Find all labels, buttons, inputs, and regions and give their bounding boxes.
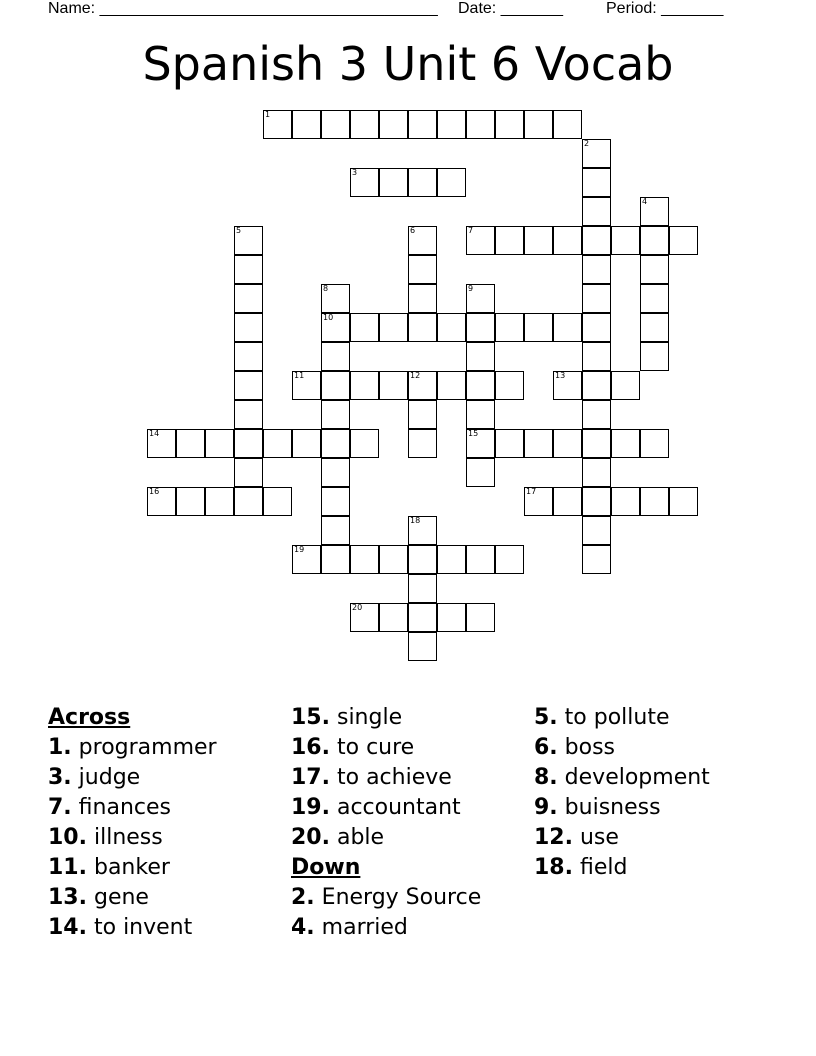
clue-item-text: banker: [93, 855, 170, 880]
crossword-cell[interactable]: [582, 255, 611, 284]
crossword-cell[interactable]: [582, 197, 611, 226]
crossword-cell[interactable]: [292, 545, 321, 574]
clue-item-text: judge: [78, 765, 141, 790]
crossword-cell[interactable]: [437, 603, 466, 632]
clue-item-number: 8.: [534, 765, 558, 790]
crossword-cell[interactable]: [234, 313, 263, 342]
clue-item: [291, 703, 541, 733]
clue-number: 13: [555, 371, 566, 380]
crossword-cell[interactable]: [408, 516, 437, 545]
crossword-cell[interactable]: [495, 371, 524, 400]
crossword-cell[interactable]: [466, 400, 495, 429]
page-title: Spanish 3 Unit 6 Vocab: [142, 37, 674, 91]
crossword-cell[interactable]: [234, 342, 263, 371]
crossword-cell[interactable]: [640, 342, 669, 371]
clue-item-text: use: [579, 825, 619, 850]
crossword-cell[interactable]: [234, 458, 263, 487]
clue-item: [534, 823, 784, 853]
clue-item-text: to invent: [93, 915, 193, 940]
crossword-cell[interactable]: [408, 545, 437, 574]
clue-item: [534, 793, 784, 823]
clue-item-text: field: [579, 855, 628, 880]
clue-item-text: buisness: [564, 795, 661, 820]
crossword-cell[interactable]: [611, 371, 640, 400]
clue-item-text: able: [336, 825, 385, 850]
crossword-cell[interactable]: [205, 429, 234, 458]
crossword-cell[interactable]: [640, 226, 669, 255]
crossword-cell[interactable]: [321, 400, 350, 429]
clue-item: [534, 853, 784, 883]
crossword-cell[interactable]: [379, 168, 408, 197]
clue-item-text: finances: [78, 795, 171, 820]
crossword-cell[interactable]: [263, 110, 292, 139]
across-heading: Across: [48, 705, 131, 730]
crossword-cell[interactable]: [495, 545, 524, 574]
clue-item: [48, 733, 298, 763]
clue-item-text: to pollute: [564, 705, 670, 730]
crossword-cell[interactable]: [669, 487, 698, 516]
crossword-cell[interactable]: [466, 603, 495, 632]
crossword-cell[interactable]: [582, 487, 611, 516]
crossword-cell[interactable]: [524, 429, 553, 458]
crossword-cell[interactable]: [408, 168, 437, 197]
clue-column-2: [291, 703, 541, 943]
crossword-cell[interactable]: [408, 429, 437, 458]
clue-number: 15: [468, 429, 479, 438]
crossword-cell[interactable]: [408, 255, 437, 284]
crossword-cell[interactable]: [582, 458, 611, 487]
crossword-cell[interactable]: [350, 429, 379, 458]
clue-item-number: 6.: [534, 735, 558, 760]
clue-number: 8: [323, 284, 329, 293]
crossword-cell[interactable]: [408, 226, 437, 255]
crossword-cell[interactable]: [611, 487, 640, 516]
clue-number: 11: [294, 371, 305, 380]
clue-item: [48, 793, 298, 823]
crossword-cell[interactable]: [495, 110, 524, 139]
clue-number: 7: [468, 226, 474, 235]
clue-number: 20: [352, 603, 363, 612]
crossword-cell[interactable]: [582, 545, 611, 574]
crossword-cell[interactable]: [350, 371, 379, 400]
crossword-cell[interactable]: [640, 313, 669, 342]
clue-number: 16: [149, 487, 160, 496]
crossword-cell[interactable]: [379, 603, 408, 632]
crossword-cell[interactable]: [553, 429, 582, 458]
clue-item-number: 9.: [534, 795, 558, 820]
crossword-cell[interactable]: [292, 429, 321, 458]
clue-item-text: programmer: [78, 735, 217, 760]
clue-item-number: 16.: [291, 735, 330, 760]
crossword-cell[interactable]: [234, 487, 263, 516]
crossword-cell[interactable]: [321, 516, 350, 545]
crossword-cell[interactable]: [408, 632, 437, 661]
crossword-cell[interactable]: [408, 284, 437, 313]
clue-item-text: development: [564, 765, 710, 790]
crossword-cell[interactable]: [408, 603, 437, 632]
crossword-cell[interactable]: [379, 313, 408, 342]
clue-item-number: 15.: [291, 705, 330, 730]
crossword-cell[interactable]: [379, 110, 408, 139]
crossword-cell[interactable]: [437, 545, 466, 574]
clue-item-number: 20.: [291, 825, 330, 850]
clue-item-number: 19.: [291, 795, 330, 820]
crossword-cell[interactable]: [350, 168, 379, 197]
clue-item: [534, 763, 784, 793]
crossword-cell[interactable]: [466, 313, 495, 342]
crossword-cell[interactable]: [234, 400, 263, 429]
clue-item-text: to achieve: [336, 765, 452, 790]
clue-number: 3: [352, 168, 358, 177]
crossword-cell[interactable]: [205, 487, 234, 516]
crossword-cell[interactable]: [350, 110, 379, 139]
crossword-cell[interactable]: [234, 226, 263, 255]
clue-number: 4: [642, 197, 648, 206]
crossword-cell[interactable]: [263, 487, 292, 516]
crossword-cell[interactable]: [176, 429, 205, 458]
crossword-cell[interactable]: [640, 197, 669, 226]
crossword-cell[interactable]: [321, 487, 350, 516]
crossword-cell[interactable]: [466, 110, 495, 139]
clue-number: 14: [149, 429, 160, 438]
clue-item-number: 18.: [534, 855, 573, 880]
clue-item-number: 11.: [48, 855, 87, 880]
crossword-cell[interactable]: [292, 371, 321, 400]
crossword-cell[interactable]: [234, 255, 263, 284]
clue-item-number: 5.: [534, 705, 558, 730]
crossword-cell[interactable]: [553, 110, 582, 139]
clue-number: 6: [410, 226, 416, 235]
clue-item: [291, 823, 541, 853]
clue-item-text: accountant: [336, 795, 461, 820]
clue-item: [291, 913, 541, 943]
clue-item-number: 1.: [48, 735, 72, 760]
crossword-cell[interactable]: [495, 429, 524, 458]
crossword-cell[interactable]: [611, 429, 640, 458]
crossword-cell[interactable]: [321, 284, 350, 313]
crossword-cell[interactable]: [582, 168, 611, 197]
crossword-cell[interactable]: [611, 226, 640, 255]
crossword-cell[interactable]: [147, 429, 176, 458]
clue-item-text: single: [336, 705, 403, 730]
crossword-cell[interactable]: [408, 313, 437, 342]
crossword-cell[interactable]: [350, 313, 379, 342]
crossword-cell[interactable]: [408, 574, 437, 603]
crossword-cell[interactable]: [379, 545, 408, 574]
clue-number: 18: [410, 516, 421, 525]
clue-item-number: 4.: [291, 915, 315, 940]
crossword-cell[interactable]: [582, 226, 611, 255]
crossword-cell[interactable]: [234, 429, 263, 458]
crossword-cell[interactable]: [321, 545, 350, 574]
crossword-cell[interactable]: [640, 255, 669, 284]
crossword-cell[interactable]: [466, 371, 495, 400]
crossword-cell[interactable]: [408, 400, 437, 429]
crossword-cell[interactable]: [640, 429, 669, 458]
clue-item: [291, 733, 541, 763]
clue-item-text: married: [321, 915, 408, 940]
clue-item-number: 12.: [534, 825, 573, 850]
crossword-cell[interactable]: [408, 371, 437, 400]
crossword-cell[interactable]: [292, 110, 321, 139]
crossword-cell[interactable]: [466, 284, 495, 313]
clue-item: [48, 883, 298, 913]
crossword-cell[interactable]: [176, 487, 205, 516]
crossword-cell[interactable]: [437, 110, 466, 139]
crossword-cell[interactable]: [263, 429, 292, 458]
period-field[interactable]: Period: _______: [606, 0, 724, 17]
crossword-cell[interactable]: [437, 371, 466, 400]
clue-item-number: 10.: [48, 825, 87, 850]
crossword-cell[interactable]: [582, 313, 611, 342]
clue-number: 9: [468, 284, 474, 293]
crossword-cell[interactable]: [553, 313, 582, 342]
clue-item: [48, 853, 298, 883]
clue-item: [291, 793, 541, 823]
clue-item-number: 14.: [48, 915, 87, 940]
clue-number: 5: [236, 226, 242, 235]
clue-item: [48, 823, 298, 853]
crossword-cell[interactable]: [466, 429, 495, 458]
crossword-cell[interactable]: [321, 342, 350, 371]
clue-number: 10: [323, 313, 334, 322]
clue-item-number: 13.: [48, 885, 87, 910]
clue-item-number: 7.: [48, 795, 72, 820]
clue-item-number: 2.: [291, 885, 315, 910]
crossword-cell[interactable]: [466, 545, 495, 574]
clue-item: [534, 733, 784, 763]
crossword-cell[interactable]: [582, 139, 611, 168]
date-field[interactable]: Date: _______: [458, 0, 563, 17]
crossword-cell[interactable]: [582, 284, 611, 313]
crossword-cell[interactable]: [321, 458, 350, 487]
crossword-cell[interactable]: [321, 110, 350, 139]
crossword-cell[interactable]: [582, 429, 611, 458]
crossword-cell[interactable]: [234, 284, 263, 313]
clue-number: 19: [294, 545, 305, 554]
clue-item-text: Energy Source: [321, 885, 482, 910]
crossword-cell[interactable]: [553, 226, 582, 255]
crossword-cell[interactable]: [640, 487, 669, 516]
crossword-cell[interactable]: [437, 168, 466, 197]
clue-item-text: to cure: [336, 735, 415, 760]
crossword-cell[interactable]: [495, 226, 524, 255]
clue-item: [48, 763, 298, 793]
clue-item: [48, 913, 298, 943]
crossword-cell[interactable]: [524, 226, 553, 255]
crossword-cell[interactable]: [582, 516, 611, 545]
crossword-cell[interactable]: [466, 458, 495, 487]
crossword-cell[interactable]: [350, 603, 379, 632]
clue-item-number: 17.: [291, 765, 330, 790]
crossword-cell[interactable]: [147, 487, 176, 516]
clue-number: 12: [410, 371, 421, 380]
clue-item-number: 3.: [48, 765, 72, 790]
crossword-cell[interactable]: [350, 545, 379, 574]
crossword-cell[interactable]: [321, 429, 350, 458]
crossword-cell[interactable]: [524, 313, 553, 342]
clue-column-1: [48, 703, 298, 943]
clue-item-text: illness: [93, 825, 163, 850]
crossword-cell[interactable]: [466, 342, 495, 371]
crossword-cell[interactable]: [640, 284, 669, 313]
clue-item: [291, 763, 541, 793]
clue-item: [534, 703, 784, 733]
crossword-cell[interactable]: [582, 400, 611, 429]
down-heading: Down: [291, 855, 361, 880]
clue-number: 1: [265, 110, 271, 119]
crossword-cell[interactable]: [321, 371, 350, 400]
crossword-cell[interactable]: [466, 226, 495, 255]
crossword-cell[interactable]: [524, 487, 553, 516]
name-field[interactable]: Name: ______________________________________: [48, 0, 438, 17]
crossword-cell[interactable]: [437, 313, 466, 342]
crossword-cell[interactable]: [379, 371, 408, 400]
crossword-cell[interactable]: [582, 371, 611, 400]
crossword-cell[interactable]: [669, 226, 698, 255]
crossword-cell[interactable]: [553, 487, 582, 516]
clue-number: 17: [526, 487, 537, 496]
crossword-cell[interactable]: [553, 371, 582, 400]
clue-item-text: boss: [564, 735, 616, 760]
clue-item-text: gene: [93, 885, 149, 910]
crossword-cell[interactable]: [495, 313, 524, 342]
crossword-cell[interactable]: [524, 110, 553, 139]
crossword-cell[interactable]: [582, 342, 611, 371]
crossword-cell[interactable]: [234, 371, 263, 400]
clue-column-3: [534, 703, 784, 883]
crossword-cell[interactable]: [321, 313, 350, 342]
crossword-cell[interactable]: [408, 110, 437, 139]
clue-item: [291, 883, 541, 913]
clue-number: 2: [584, 139, 590, 148]
